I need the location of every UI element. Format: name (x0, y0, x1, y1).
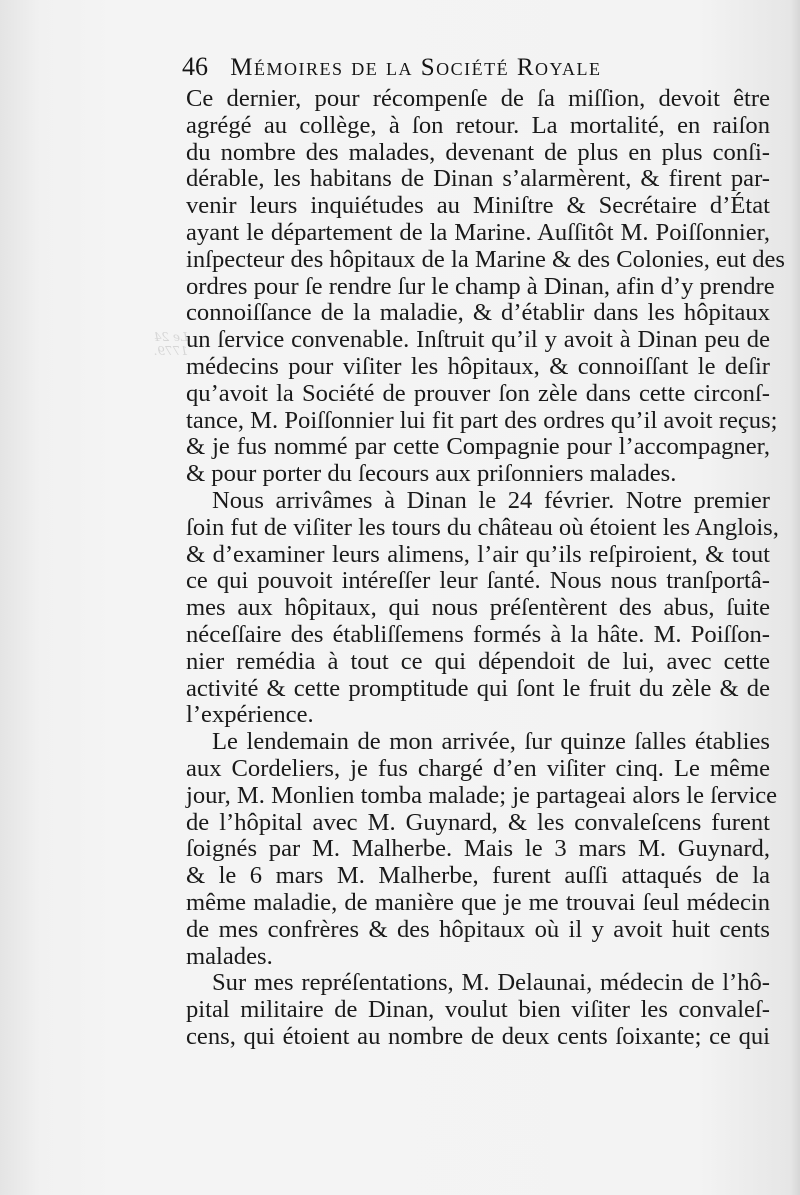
text-line: mes aux hôpitaux, qui nous préſentèrent des abus, ſuite (186, 594, 770, 622)
paragraph-3 (186, 728, 778, 970)
text-line: malades. (186, 942, 273, 970)
text-line: un ſervice convenable. Inſtruit qu’il y avoit à Dinan peu de (186, 326, 770, 354)
text-line: néceſſaire des établiſſemens formés à la hâte. M. Poiſſon- (186, 620, 770, 648)
text-line: activité & cette promptitude qui ſont le fruit du zèle & de (186, 674, 770, 702)
paragraph-4 (186, 970, 770, 1050)
text-line: & d’examiner leurs alimens, l’air qu’ils reſpiroient, & tout (186, 540, 770, 568)
text-line: Le lendemain de mon arrivée, ſur quinze ſalles établies (212, 728, 770, 756)
text-line: tance, M. Poiſſonnier lui fit part des ordres qu’il avoit reçus; (186, 406, 778, 434)
text-line: du nombre des malades, devenant de plus en plus conſi- (186, 138, 770, 166)
text-line: médecins pour viſiter les hôpitaux, & connoiſſant le deſir (186, 352, 770, 380)
paragraph-1 (186, 85, 785, 488)
text-line: ordres pour ſe rendre ſur le champ à Dinan, afin d’y prendre (186, 272, 775, 300)
text-line: qu’avoit la Société de prouver ſon zèle dans cette circonſ- (186, 379, 770, 407)
text-line: Sur mes repréſentations, M. Delaunai, médecin de l’hô- (212, 969, 770, 997)
bleed-line: 1779. (153, 344, 188, 358)
text-line: ayant le département de la Marine. Auſſitôt M. Poiſſonnier, (186, 218, 770, 246)
text-line: de l’hôpital avec M. Guynard, & les convaleſcens furent (186, 808, 770, 836)
text-line: Ce dernier, pour récompenſe de ſa miſſion, devoit être (186, 85, 770, 112)
text-line: agrégé au collège, à ſon retour. La mortalité, en raiſon (186, 111, 770, 139)
text-line: cens, qui étoient au nombre de deux cents ſoixante; ce qui (186, 1022, 770, 1050)
text-line: ſoin fut de viſiter les tours du château où étoient les Anglois, (186, 513, 779, 541)
text-line: jour, M. Monlien tomba malade; je partageai alors le ſervice (186, 781, 778, 809)
text-line: connoiſſance de la maladie, & d’établir dans les hôpitaux (186, 299, 770, 327)
page-number: 46 (182, 52, 208, 81)
text-line: dérable, les habitans de Dinan s’alarmèrent, & firent par- (186, 165, 770, 193)
text-line: venir leurs inquiétudes au Miniſtre & Secrétaire d’État (186, 192, 770, 220)
margin-bleed-through (138, 330, 188, 390)
text-line: de mes confrères & des hôpitaux où il y avoit huit cents (186, 915, 770, 943)
body-text (186, 85, 785, 1051)
text-line: pital militaire de Dinan, voulut bien viſiter les convaleſ- (186, 996, 770, 1024)
text-line: aux Cordeliers, je fus chargé d’en viſiter cinq. Le même (186, 754, 770, 782)
text-line: & je fus nommé par cette Compagnie pour l’accompagner, (186, 433, 770, 461)
text-line: & le 6 mars M. Malherbe, furent auſſi attaqués de la (186, 862, 770, 890)
text-line: ce qui pouvoit intéreſſer leur ſanté. Nous nous tranſportâ- (186, 567, 770, 595)
text-line: ſoignés par M. Malherbe. Mais le 3 mars M. Guynard, (186, 835, 770, 863)
text-line: même maladie, de manière que je me trouvai ſeul médecin (186, 888, 770, 916)
bleed-line: Le 24 (153, 330, 188, 344)
paragraph-2 (186, 486, 779, 729)
text-line: l’expérience. (186, 701, 314, 729)
text-line: inſpecteur des hôpitaux de la Marine & des Colonies, eut des (186, 245, 785, 273)
text-line: Nous arrivâmes à Dinan le 24 février. Notre premier (212, 486, 770, 514)
text-line: nier remédia à tout ce qui dépendoit de lui, avec cette (186, 647, 770, 675)
running-title: Mémoires de la Société Royale (230, 54, 602, 81)
text-line: & pour porter du ſecours aux priſonniers malades. (186, 460, 677, 488)
